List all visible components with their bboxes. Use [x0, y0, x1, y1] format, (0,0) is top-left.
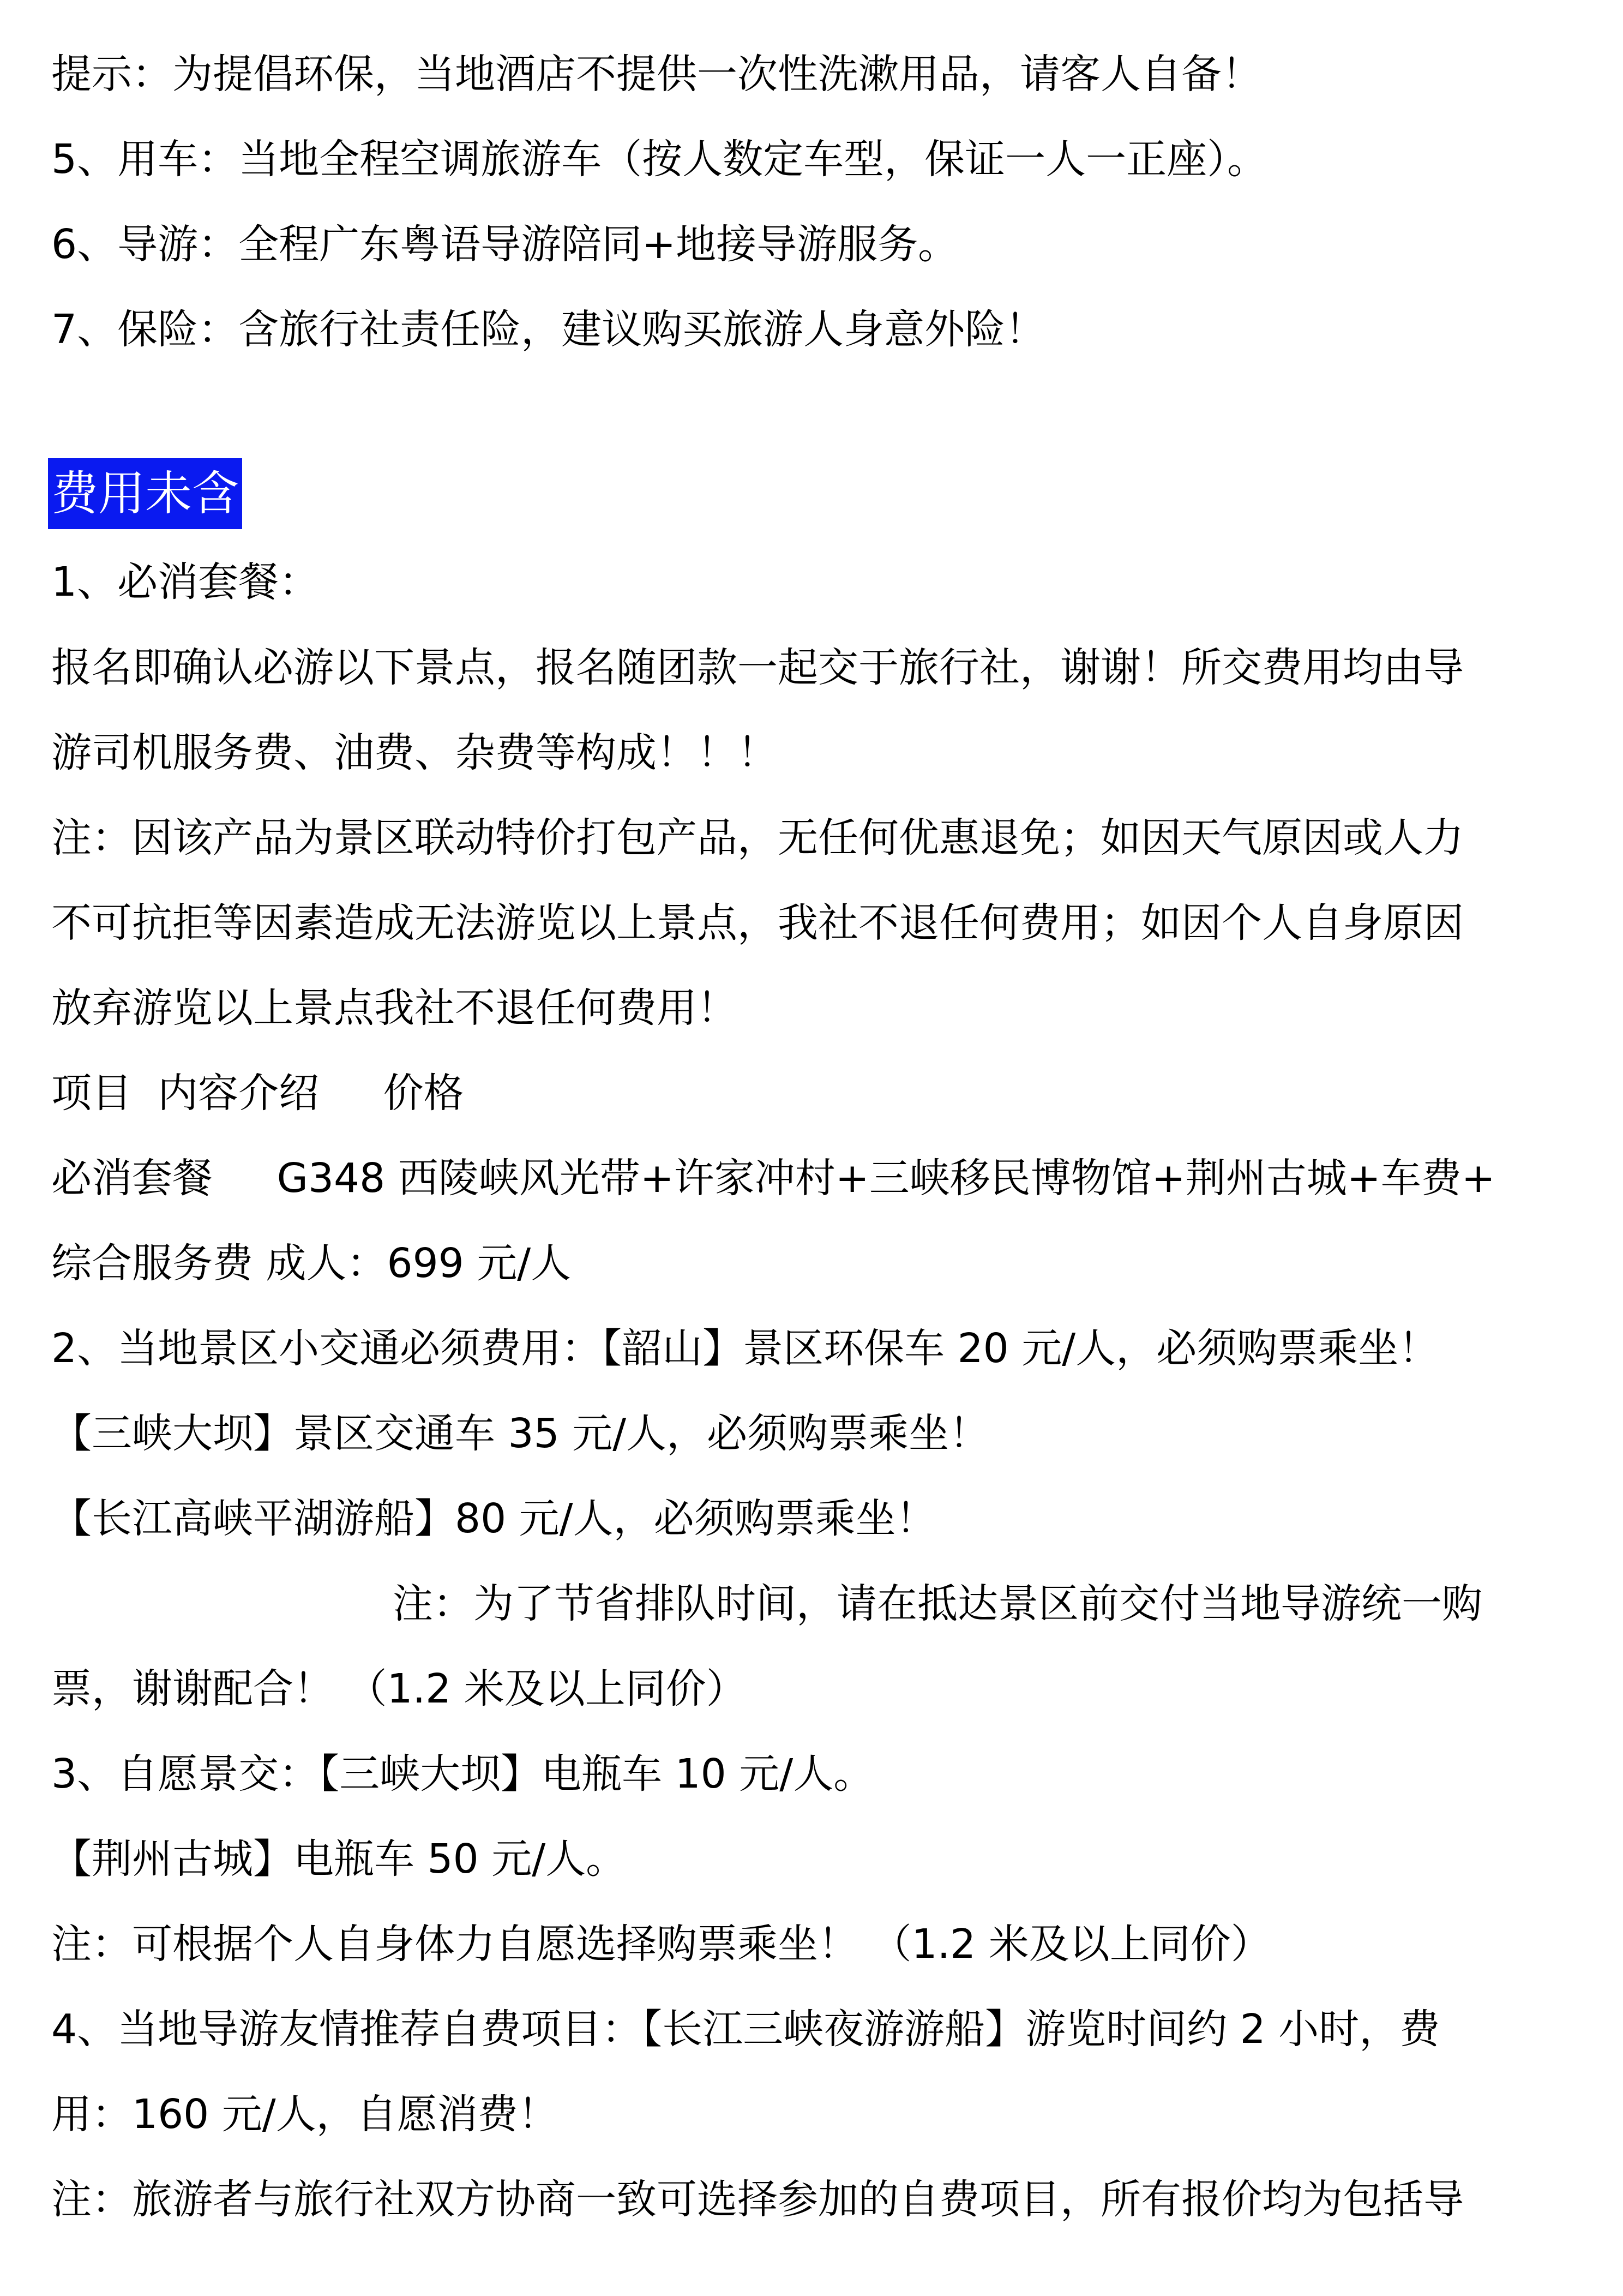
item-guide: 6、导游：全程广东粤语导游陪同+地接导游服务。 — [51, 221, 959, 268]
voluntary-transport-jingzhou: 【荆州古城】电瓶车 50 元/人。 — [51, 1836, 627, 1883]
transport-note-1: 注：为了节省排队时间，请在抵达景区前交付当地导游统一购 — [393, 1580, 1482, 1627]
package-table-header: 项目 内容介绍 价格 — [51, 1070, 464, 1117]
package-table-row-2: 综合服务费 成人：699 元/人 — [51, 1240, 572, 1287]
optional-tour-2: 用：160 元/人，自愿消费！ — [51, 2091, 558, 2138]
transport-dam-shuttle: 【三峡大坝】景区交通车 35 元/人，必须购票乘坐！ — [51, 1410, 990, 1457]
item-insurance: 7、保险：含旅行社责任险，建议购买旅游人身意外险！ — [51, 306, 1046, 353]
optional-tour-note: 注：旅游者与旅行社双方协商一致可选择参加的自费项目，所有报价均为包括导 — [51, 2176, 1464, 2223]
transport-note-2: 票，谢谢配合！ （1.2 米及以上同价） — [51, 1665, 747, 1712]
mandatory-note-2: 不可抗拒等因素造成无法游览以上景点，我社不退任何费用；如因个人自身原因 — [51, 900, 1464, 946]
voluntary-transport-note: 注：可根据个人自身体力自愿选择购票乘坐！ （1.2 米及以上同价） — [51, 1921, 1271, 1968]
item-vehicle: 5、用车：当地全程空调旅游车（按人数定车型，保证一人一正座）。 — [51, 136, 1268, 183]
mandatory-note-1: 注：因该产品为景区联动特价打包产品，无任何优惠退免；如因天气原因或人力 — [51, 814, 1464, 861]
transport-boat: 【长江高峡平湖游船】80 元/人，必须购票乘坐！ — [51, 1495, 936, 1542]
optional-tour-1: 4、当地导游友情推荐自费项目：【长江三峡夜游游船】游览时间约 2 小时，费 — [51, 2006, 1440, 2053]
mandatory-note-3: 放弃游览以上景点我社不退任何费用！ — [51, 985, 737, 1032]
voluntary-transport: 3、自愿景交：【三峡大坝】电瓶车 10 元/人。 — [51, 1751, 874, 1797]
mandatory-package-desc-2: 游司机服务费、油费、杂费等构成！！！ — [51, 729, 778, 776]
mandatory-package-desc-1: 报名即确认必游以下景点，报名随团款一起交于旅行社，谢谢！所交费用均由导 — [51, 644, 1464, 691]
package-table-row-1: 必消套餐 G348 西陵峡风光带+许家冲村+三峡移民博物馆+荆州古城+车费+ — [51, 1155, 1495, 1202]
hint-toiletries: 提示：为提倡环保，当地酒店不提供一次性洗漱用品，请客人自备！ — [51, 51, 1262, 98]
local-transport-fee: 2、当地景区小交通必须费用：【韶山】景区环保车 20 元/人，必须购票乘坐！ — [51, 1325, 1439, 1372]
section-heading-excluded-costs: 费用未含 — [48, 458, 242, 529]
mandatory-package-title: 1、必消套餐： — [51, 559, 320, 606]
